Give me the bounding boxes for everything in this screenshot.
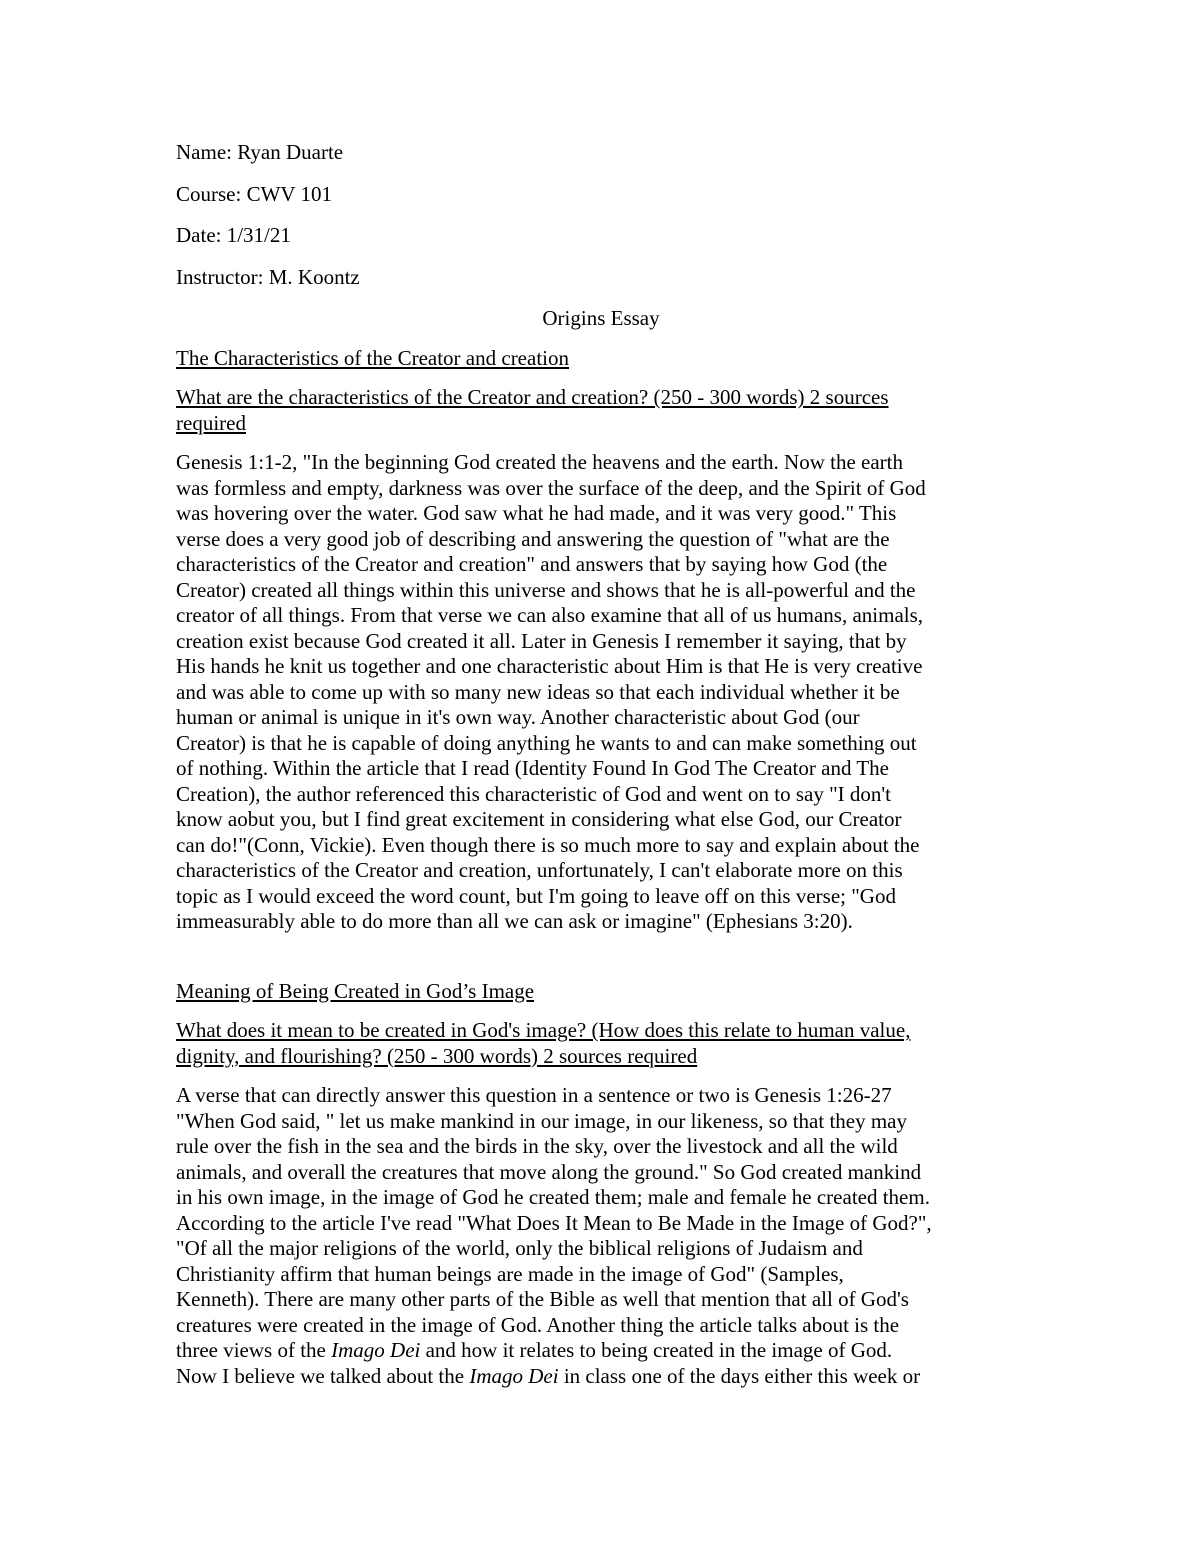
paragraph-line: His hands he knit us together and one characteristic about Him is that He is very creative bbox=[176, 654, 923, 678]
paragraph-line: Kenneth). There are many other parts of the Bible as well that mention that all of God's bbox=[176, 1287, 909, 1311]
section2-paragraph bbox=[176, 1083, 1026, 1389]
paragraph-line: rule over the fish in the sea and the birds in the sky, over the livestock and all the wild bbox=[176, 1134, 898, 1158]
paragraph-line: was formless and empty, darkness was over the surface of the deep, and the Spirit of God bbox=[176, 475, 926, 500]
imago-dei-italic: Imago Dei bbox=[469, 1363, 559, 1388]
paragraph-line-imago-2 bbox=[176, 1364, 1026, 1390]
paragraph-line: characteristics of the Creator and creation" and answers that by saying how God (the bbox=[176, 552, 888, 576]
paragraph-line: can do!"(Conn, Vickie). Even though there is so much more to say and explain about the bbox=[176, 832, 920, 857]
paragraph-line: know aobut you, but I find great excitement in considering what else God, our Creator bbox=[176, 807, 902, 831]
paragraph-line: verse does a very good job of describing and answering the question of "what are the bbox=[176, 526, 890, 551]
section1-prompt-line2: required bbox=[176, 410, 246, 435]
paragraph-line: According to the article I've read "What Does It Mean to Be Made in the Image of God?", bbox=[176, 1210, 932, 1235]
text-span: three views of the bbox=[176, 1338, 332, 1362]
essay-title: Origins Essay bbox=[542, 306, 660, 330]
course: Course: CWV 101 bbox=[176, 181, 332, 206]
text-span: Now I believe we talked about the bbox=[176, 1363, 470, 1388]
section1-paragraph bbox=[176, 450, 1026, 935]
paragraph-line: Christianity affirm that human beings are made in the image of God" (Samples, bbox=[176, 1261, 844, 1286]
paragraph-line: topic as I would exceed the word count, but I'm going to leave off on this verse; "God bbox=[176, 883, 896, 908]
section2-prompt bbox=[176, 1018, 1026, 1069]
section-spacer bbox=[176, 935, 1026, 979]
paragraph-line: human or animal is unique in it's own way. Another characteristic about God (our bbox=[176, 705, 860, 729]
paragraph-line: A verse that can directly answer this question in a sentence or two is Genesis 1:26-27 bbox=[176, 1083, 892, 1107]
paragraph-line: and was able to come up with so many new ideas so that each individual whether it be bbox=[176, 679, 900, 704]
document-content bbox=[176, 140, 1026, 1389]
imago-dei-italic: Imago Dei bbox=[331, 1338, 421, 1362]
paragraph-line: animals, and overall the creatures that move along the ground." So God created mankind bbox=[176, 1159, 922, 1184]
section2-heading: Meaning of Being Created in God’s Image bbox=[176, 978, 535, 1003]
text-span: and how it relates to being created in the image of God. bbox=[420, 1338, 893, 1362]
section1-prompt-line1: What are the characteristics of the Creator and creation? (250 - 300 words) 2 sources bbox=[176, 385, 889, 409]
paragraph-line: of nothing. Within the article that I read (Identity Found In God The Creator and The bbox=[176, 756, 889, 780]
section2-prompt-line2: dignity, and flourishing? (250 - 300 words) 2 sources required bbox=[176, 1043, 698, 1068]
section1-prompt bbox=[176, 385, 1026, 436]
instructor: Instructor: M. Koontz bbox=[176, 264, 360, 289]
section2-prompt-line1: What does it mean to be created in God's image? (How does this relate to human value, bbox=[176, 1018, 911, 1042]
paragraph-line: creation exist because God created it all. Later in Genesis I remember it saying, that by bbox=[176, 628, 907, 653]
paragraph-line: immeasurably able to do more than all we can ask or imagine" (Ephesians 3:20). bbox=[176, 909, 853, 933]
paragraph-line: Creator) created all things within this universe and shows that he is all-powerful and the bbox=[176, 577, 916, 602]
section1-heading: The Characteristics of the Creator and creation bbox=[176, 345, 569, 370]
paragraph-line: "When God said, " let us make mankind in our image, in our likeness, so that they may bbox=[176, 1108, 908, 1133]
paragraph-line: was hovering over the water. God saw what he had made, and it was very good." This bbox=[176, 501, 897, 525]
paragraph-line: in his own image, in the image of God he created them; male and female he created them. bbox=[176, 1185, 930, 1209]
paragraph-line: Creator) is that he is capable of doing anything he wants to and can make something out bbox=[176, 730, 917, 755]
paragraph-line-imago-1 bbox=[176, 1338, 1026, 1364]
paragraph-line: characteristics of the Creator and creation, unfortunately, I can't elaborate more on this bbox=[176, 858, 903, 882]
paragraph-line: Creation), the author referenced this characteristic of God and went on to say "I don't bbox=[176, 781, 892, 806]
paragraph-line: Genesis 1:1-2, "In the beginning God created the heavens and the earth. Now the earth bbox=[176, 450, 903, 474]
date: Date: 1/31/21 bbox=[176, 223, 291, 247]
paragraph-line: "Of all the major religions of the world, only the biblical religions of Judaism and bbox=[176, 1236, 863, 1260]
paragraph-line: creator of all things. From that verse we can also examine that all of us humans, animals, bbox=[176, 603, 924, 627]
paragraph-line: creatures were created in the image of God. Another thing the article talks about is the bbox=[176, 1312, 900, 1337]
text-span: in class one of the days either this week or bbox=[558, 1363, 921, 1388]
student-name: Name: Ryan Duarte bbox=[176, 140, 344, 164]
